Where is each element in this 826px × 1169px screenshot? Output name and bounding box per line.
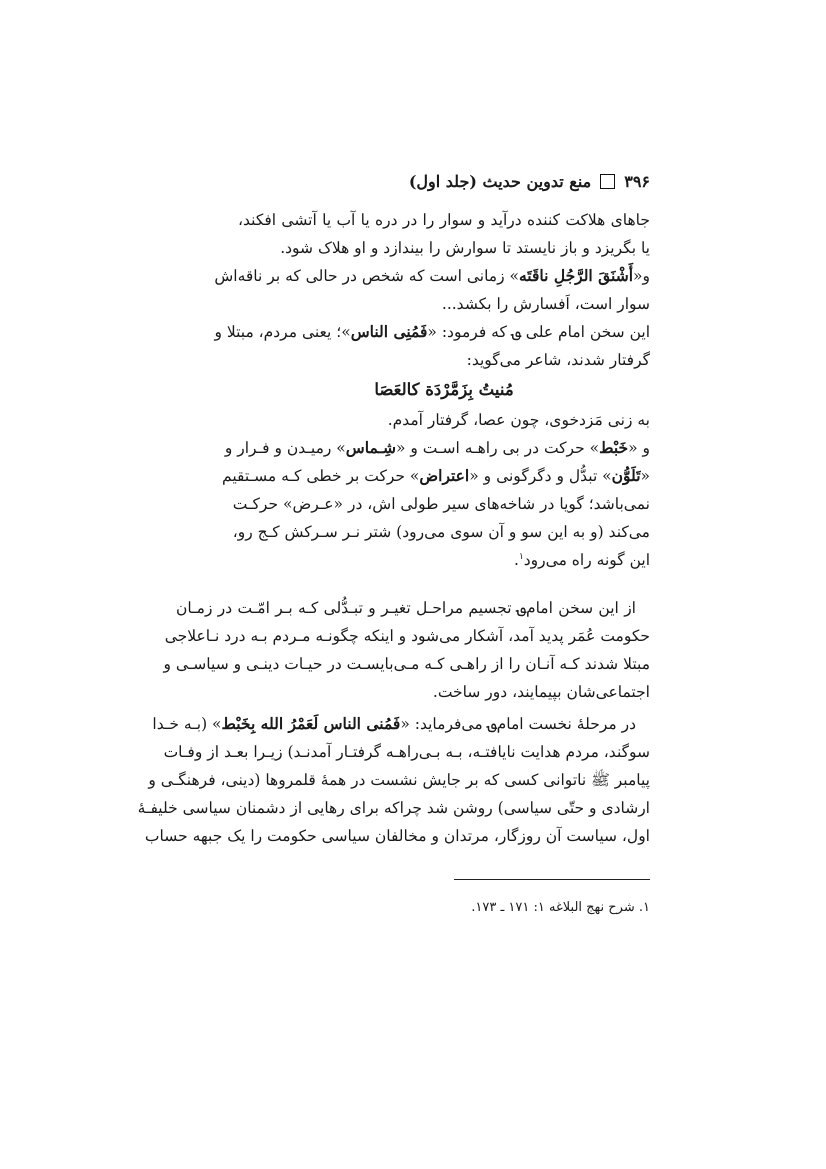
text-line: مبتلا شدند کـه آنـان را از راهـی کـه مـی‌بایسـت در حیـات دینـی و سیاسـی و (163, 655, 650, 673)
text-line: این سخن امام علی ؈ که فرمود: «فَمُنِی الناس»؛ یعنی مردم، مبتلا و (214, 322, 650, 341)
text-line: حکومت عُمَر پدید آمد، آشکار می‌شود و اینکه چگونـه مـردم بـه درد نـاعلاجی (164, 627, 650, 645)
square-bullet-icon (600, 174, 615, 189)
page-number: ۳۹۶ (624, 171, 650, 191)
body-paragraph (163, 594, 650, 706)
text-line: یا بگریزد و باز نایستد تا سوارش را بیندازد و او هلاک شود. (280, 239, 650, 257)
text-line: اجتماعی‌شان بپیمایند، دور ساخت. (432, 683, 650, 701)
footnote: ۱. شرح نهج البلاغه ۱: ۱۷۱ ـ ۱۷۳. (471, 900, 650, 915)
text-line: پیامبر ﷺ ناتوانی کسی که بر جایش نشست در همهٔ قلمروها (دینی، فرهنگـی و (148, 771, 650, 789)
text-line: «تَلَوُّن» تبدُّل و دگرگونی و «اعتراض» حرکت بر خطی کـه مسـتقیم (222, 466, 650, 485)
text-line: جاهای هلاکت کننده درآید و سوار را در دره یا آب یا آتشی افکند، (238, 211, 650, 229)
quoted-explanation-block (214, 206, 650, 574)
text-line: در مرحلهٔ نخست امام؈ می‌فرماید: «فَمُنی الناس لَعَمْرُ الله بِخَبْط» (بـه خـدا (152, 714, 636, 733)
poetry-verse: مُنیتُ بِزَمَّرْدَة کالعَصَا (374, 380, 514, 399)
arabic-term: اعتراض (419, 466, 470, 485)
arabic-term: شِـماس (345, 438, 396, 457)
arabic-quote: فَمُنی الناس لَعَمْرُ الله بِخَبْط (221, 714, 401, 733)
arabic-term: خَبْط (599, 438, 629, 457)
text-line: گرفتار شدند، شاعر می‌گوید: (466, 351, 650, 369)
text-line: اول، سیاست آن روزگار، مرتدان و مخالفان سیاسی حکومت را یک جبهه حساب (144, 827, 650, 845)
text-line: سوار است، اَفسارش را بکشد... (441, 295, 650, 313)
running-header (170, 166, 650, 196)
text-line: این گونه راه می‌رود$^۱$. (514, 551, 650, 569)
footnote-separator (454, 879, 650, 880)
text-line: نمی‌باشد؛ گویا در شاخه‌های سیر طولی اش، در «عـرض» حرکـت (232, 495, 650, 513)
arabic-term: تَلَوُّن (611, 466, 641, 485)
text-line: به زنی مَزدخوی، چون عصا، گرفتار آمدم. (387, 411, 650, 429)
arabic-term: فَمُنِی الناس (350, 322, 428, 341)
text-line: ارشادی و حتّی سیاسی) روشن شد چراکه برای رهایی از دشمنان سیاسی خلیفـهٔ (137, 799, 650, 817)
text-line: و«أَشْنَقَ الرَّجُلِ ناقَتَه» زمانی است که شخص در حالی که بر ناقه‌اش (214, 266, 650, 285)
text-line: از این سخن امام؈ تجسیم مراحـل تغیـر و تبـدُّلی کـه بـر امّـت در زمـان (176, 599, 636, 617)
text-line: و «خَبْط» حرکت در بی راهـه اسـت و «شِـماس» رمیـدن و فـرار و (224, 438, 650, 457)
book-title: منع تدوین حدیث (جلد اول) (408, 171, 592, 191)
body-paragraph (137, 710, 650, 850)
footnote-marker: ۱ (518, 551, 524, 562)
text-line: می‌کند (و به این سو و آن سوی می‌رود) شتر نـر سـرکش کـج رو، (232, 523, 650, 541)
text-line: سوگند، مردم هدایت نایافتـه، بـه بـی‌راهـه گرفتـار آمدنـد) زیـرا بعـد از وفـات (163, 743, 650, 761)
arabic-term: أَشْنَقَ الرَّجُلِ ناقَتَه (519, 266, 634, 285)
